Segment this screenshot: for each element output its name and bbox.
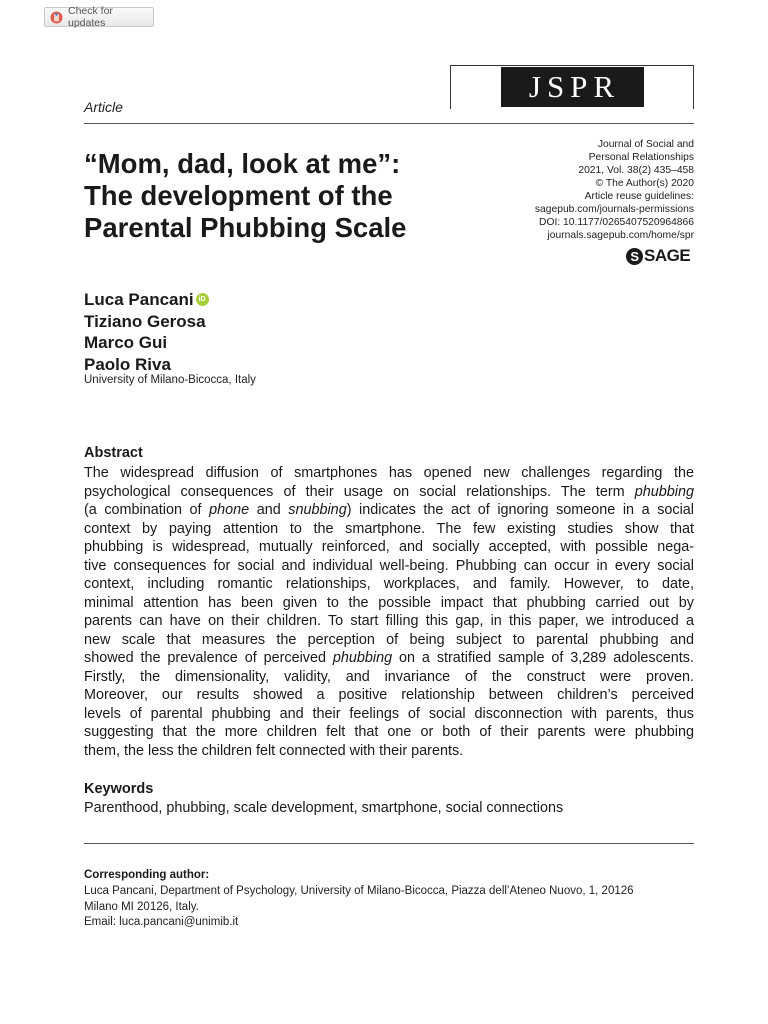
abstract-line: suggesting that the more children felt that one or both of their parents were phubbing (84, 724, 694, 740)
check-for-updates-label: Check for updates (68, 5, 113, 29)
italic-term: phubbing (332, 650, 393, 666)
author-name: Luca Pancani (84, 290, 194, 309)
author-name: Tiziano Gerosa (84, 311, 206, 331)
crossmark-icon (50, 11, 63, 24)
sage-logo-text: SAGE (644, 246, 691, 265)
sage-logo (626, 246, 690, 266)
abstract-line: context, including romantic relationships, workplaces, and family. However, to date, (84, 576, 694, 592)
journal-info-link[interactable]: journals.sagepub.com/home/spr (547, 230, 694, 241)
journal-info (535, 138, 694, 242)
article-type: Article (84, 99, 123, 115)
header-rule (84, 123, 694, 124)
keywords-text: Parenthood, phubbing, scale development, smartphone, social connections (84, 800, 564, 816)
abstract-line: context by paying attention to the smartphone. The few existing studies show that (84, 520, 694, 537)
orcid-icon[interactable]: iD (196, 293, 209, 306)
abstract-line: parents can have on their children. To start filling this gap, in this paper, we introduced a (84, 613, 694, 629)
journal-info-doi[interactable]: DOI: 10.1177/0265407520964866 (539, 217, 694, 228)
author (84, 332, 209, 354)
journal-info-link[interactable]: sagepub.com/journals-permissions (534, 204, 694, 215)
journal-info-line: © The Author(s) 2020 (595, 178, 694, 189)
author-name: Paolo Riva (84, 354, 171, 374)
affiliation: University of Milano-Bicocca, Italy (84, 374, 256, 386)
abstract-text (84, 464, 694, 760)
author (84, 289, 209, 311)
abstract-line: psychological consequences of their usage on social relationships. The term phubbing (84, 483, 694, 500)
corresponding-author-text (84, 884, 634, 931)
abstract-line: phubbing is widespread, mutually reinforced, and socially accepted, with possible nega- (84, 539, 694, 555)
keywords-heading: Keywords (84, 781, 154, 797)
abstract-line: Firstly, the dimensionality, validity, and invariance of the construct were proven. (84, 668, 694, 685)
title-line: The development of the (84, 180, 393, 211)
abstract-line: showed the prevalence of perceived phubbing on a stratified sample of 3,289 adolescents. (84, 650, 694, 666)
abstract-line: Moreover, our results showed a positive relationship between children’s perceived (84, 687, 694, 703)
abstract-heading: Abstract (84, 445, 143, 461)
corresponding-author-line: Milano MI 20126, Italy. (84, 900, 199, 913)
italic-term: snubbing (288, 502, 347, 518)
journal-info-line: 2021, Vol. 38(2) 435–458 (578, 165, 694, 176)
italic-term: phubbing (634, 483, 694, 500)
italic-term: phone (209, 502, 250, 518)
journal-info-line: Journal of Social and (597, 139, 694, 150)
author-name: Marco Gui (84, 333, 168, 352)
abstract-line: tive consequences for social and individual well-being. Phubbing can occur in every social (84, 557, 694, 574)
abstract-line: minimal attention has been given to the possible impact that phubbing carried out by (84, 594, 694, 611)
abstract-line: them, the less the children felt connected with their parents. (84, 742, 464, 759)
abstract-line: levels of parental phubbing and their feelings of social disconnection with parents, thus (84, 705, 694, 722)
corresponding-author-heading: Corresponding author: (84, 869, 210, 881)
sage-mark-icon: S (626, 248, 643, 265)
author-list (84, 289, 209, 375)
abstract-line: (a combination of phone and snubbing) indicates the act of ignoring someone in a social (84, 502, 694, 518)
abstract-line: new scale that measures the perception of being subject to parental phubbing and (84, 631, 694, 648)
journal-info-line: Article reuse guidelines: (584, 191, 694, 202)
journal-info-line: Personal Relationships (588, 152, 694, 163)
title-line: Parental Phubbing Scale (84, 212, 407, 243)
page-title (84, 148, 494, 244)
title-line: “Mom, dad, look at me”: (84, 148, 401, 179)
author (84, 311, 209, 333)
author (84, 354, 209, 376)
abstract-line: The widespread diffusion of smartphones has opened new challenges regarding the (84, 465, 694, 481)
corresponding-author-email[interactable]: Email: luca.pancani@unimib.it (84, 916, 239, 928)
check-for-updates-button[interactable] (44, 7, 154, 27)
corresponding-author-line: Luca Pancani, Department of Psychology, University of Milano-Bicocca, Piazza dell’Ateneo Nuovo, 1, 20126 (84, 885, 634, 897)
journal-logo: JSPR (501, 67, 644, 107)
footnote-rule (84, 843, 694, 844)
